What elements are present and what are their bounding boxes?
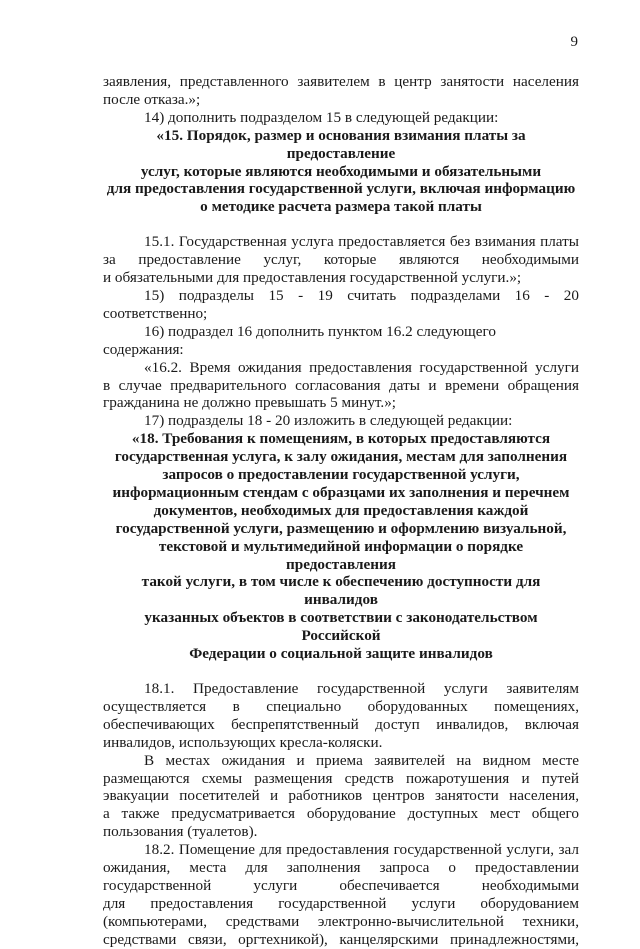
paragraph-line: 15) подразделы 15 - 19 считать подразделами 16 - 20 — [144, 286, 579, 304]
heading-line: Федерации о социальной защите инвалидов — [189, 645, 493, 663]
heading-line: государственная услуга, к залу ожидания, местам для заполнения — [114, 448, 568, 466]
heading-line: указанных объектов в соответствии с законодательством Российской — [144, 609, 538, 645]
paragraph-line: инвалидов, использующих кресла-коляски. — [103, 733, 383, 751]
paragraph-line: за предоставление услуг, которые являются необходимыми — [103, 251, 579, 269]
paragraph-line: 16) подраздел 16 дополнить пунктом 16.2 следующего содержания: — [103, 322, 496, 358]
paragraph-line: 18.1. Предоставление государственной услуги заявителям — [144, 680, 579, 697]
heading-line: для предоставления государственной услуги, включая информацию — [106, 180, 576, 198]
section-18-heading — [103, 430, 579, 663]
paragraph-line: 18.2. Помещение для предоставления государственной услуги, зал — [144, 841, 579, 859]
heading-line: текстовой и мультимедийной информации о порядке предоставления — [158, 537, 524, 573]
paragraph-line: размещаются схемы размещения средств пожаротушения и путей — [103, 769, 579, 787]
heading-line: запросов о предоставлении государственной услуги, — [162, 466, 520, 484]
heading-line: услуг, которые являются необходимыми и обязательными — [140, 162, 542, 180]
paragraph-line: осуществляется в специально оборудованных помещениях, — [103, 697, 579, 715]
heading-line: информационным стендам с образцами их заполнения и перечнем — [112, 483, 570, 501]
paragraph-line: 14) дополнить подразделом 15 в следующей редакции: — [144, 108, 499, 126]
paragraph-line: а также предусматривается оборудование доступных мест общего — [103, 805, 579, 823]
heading-line: документов, необходимых для предоставления каждой — [153, 501, 529, 519]
paragraph-line: государственной услуги обеспечивается необходимыми — [103, 876, 579, 894]
paragraph-line: 17) подразделы 18 - 20 изложить в следующей редакции: — [144, 412, 513, 430]
document-body — [103, 73, 579, 949]
page-number: 9 — [570, 34, 578, 50]
paragraph-line: гражданина не должно превышать 5 минут.»; — [103, 394, 397, 412]
heading-line: «18. Требования к помещениям, в которых предоставляются — [131, 430, 551, 448]
heading-line: «15. Порядок, размер и основания взимания платы за предоставление — [156, 126, 526, 162]
paragraph-line: соответственно; — [103, 304, 208, 322]
paragraph-line: заявления, представленного заявителем в центр занятости населения — [103, 73, 579, 90]
paragraph-line: «16.2. Время ожидания предоставления государственной услуги — [144, 358, 579, 376]
paragraph-line: в случае предварительного согласования даты и времени обращения — [103, 376, 579, 394]
heading-line: такой услуги, в том числе к обеспечению доступности для инвалидов — [141, 573, 541, 609]
paragraph-line: эвакуации посетителей и работников центров занятости населения, — [103, 787, 579, 805]
heading-line: о методике расчета размера такой платы — [200, 198, 482, 216]
paragraph-line: В местах ожидания и приема заявителей на видном месте — [144, 751, 579, 769]
section-15-heading — [103, 127, 579, 217]
paragraph-line: средствами связи, оргтехникой), канцелярскими принадлежностями, — [103, 930, 579, 948]
paragraph-line: и обязательными для предоставления государственной услуги.»; — [103, 269, 522, 287]
paragraph-line: пользования (туалетов). — [103, 823, 258, 841]
paragraph-line: для предоставления государственной услуги оборудованием — [103, 894, 579, 912]
paragraph-line: (компьютерами, средствами электронно-вычислительной техники, — [103, 912, 579, 930]
heading-line: государственной услуги, размещению и оформлению визуальной, — [115, 519, 567, 537]
paragraph-line: после отказа.»; — [103, 90, 201, 108]
paragraph-line: ожидания, места для заполнения запроса о предоставлении — [103, 859, 579, 877]
paragraph-line: 15.1. Государственная услуга предоставляется без взимания платы — [144, 233, 579, 251]
paragraph-line: обеспечивающих беспрепятственный доступ инвалидов, включая — [103, 715, 579, 733]
